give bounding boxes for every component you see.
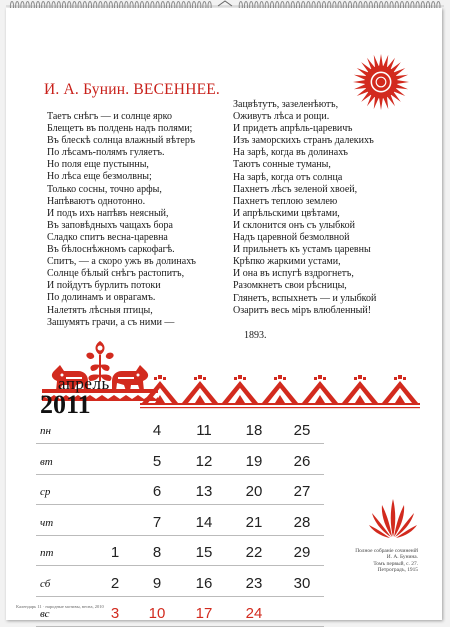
poem-line: Глянетъ, вспыхнетъ — и улыбкой — [233, 292, 377, 304]
poem-line: Въ бѣлоснѣжномъ саркофагѣ. — [47, 244, 175, 256]
calendar-month: апрель — [58, 374, 110, 393]
embroidery-stitch — [318, 375, 322, 379]
calendar-date: 7 — [152, 513, 162, 531]
calendar-date: 11 — [196, 422, 212, 439]
calendar-date: 2 — [110, 574, 120, 592]
calendar-date: 16 — [195, 574, 213, 592]
embroidery-stitch — [283, 377, 286, 380]
poem-line: Таетъ снѣгъ — и солнце ярко — [47, 111, 173, 122]
sun-ray — [395, 84, 408, 89]
embroidery-stitch — [358, 375, 362, 379]
poem-left-column — [47, 111, 196, 329]
calendar-date: 3 — [110, 605, 120, 622]
embroidery-stitch — [314, 377, 317, 380]
calendar-date: 24 — [245, 605, 263, 622]
embroidery-stitch — [155, 395, 165, 403]
poem-line: И она въ испугѣ вздрогнетъ, — [233, 268, 354, 280]
poem-line: Крѣпко жаркими устами, — [233, 256, 341, 268]
sun-ray — [379, 54, 383, 67]
calendar-date: 20 — [245, 483, 263, 500]
calendar-date: 5 — [152, 452, 162, 470]
embroidery-border-ornament-icon — [140, 375, 420, 411]
poem-line: Солнце бѣлый снѣгъ растопитъ, — [47, 268, 185, 280]
sun-ray — [374, 55, 379, 68]
poem-line: Таютъ сонные туманы, — [233, 159, 331, 171]
calendar-date: 27 — [293, 483, 311, 500]
poem-line: Разомкнетъ свои рѣсницы, — [233, 280, 347, 292]
embroidery-stitch — [234, 377, 237, 380]
poem-right-column — [233, 99, 376, 317]
calendar-year: 2011 — [40, 390, 91, 419]
embroidery-stitch — [275, 395, 285, 403]
calendar-date: 22 — [245, 544, 263, 561]
poem-year: 1893. — [244, 330, 267, 341]
sun-ray — [354, 75, 367, 80]
calendar-row-divider — [36, 535, 324, 536]
red-flower-ornament-icon — [369, 497, 417, 539]
embroidery-stitch — [195, 395, 205, 403]
poem-line: Но поля еще пустынны, — [47, 159, 149, 171]
embroidery-stitch — [194, 377, 197, 380]
calendar-date: 14 — [195, 513, 213, 531]
poem-line: На зарѣ, когда отъ солнца — [233, 171, 343, 183]
sun-ray — [383, 96, 388, 109]
embroidery-stitch — [274, 377, 277, 380]
embroidery-stitch — [198, 375, 202, 379]
calendar-date: 6 — [152, 483, 162, 500]
poem-line: По долинамъ и оврагамъ. — [47, 292, 156, 304]
embroidery-stitch — [278, 375, 282, 379]
credit-line: И. А. Бунина. — [386, 554, 418, 561]
sun-ray — [379, 97, 383, 110]
embroidery-stitch — [355, 395, 365, 403]
poem-line: Оживутъ лѣса и рощи. — [233, 111, 330, 123]
calendar-date: 1 — [110, 544, 120, 561]
poem-line: И прильнетъ къ устамъ царевны — [233, 244, 371, 256]
poem-line: Озаритъ весь міръ влюбленный! — [233, 304, 372, 316]
embroidery-stitch — [158, 375, 162, 379]
sun-ray — [354, 84, 367, 89]
calendar-date: 28 — [293, 513, 311, 531]
poem-line: Надъ царевной безмолвной — [233, 232, 350, 244]
embroidery-stitch — [323, 377, 326, 380]
embroidery-stitch — [238, 375, 242, 379]
calendar-date: 10 — [148, 605, 166, 622]
calendar-date: 8 — [152, 544, 162, 561]
sun-ray — [383, 55, 388, 68]
calendar-date: 29 — [293, 544, 311, 561]
printer-footnote: Календарь 11 · народные мотивы, весна, 2010 — [16, 604, 104, 609]
calendar-date: 4 — [152, 422, 162, 439]
calendar-date: 30 — [293, 574, 311, 592]
embroidery-stitch — [140, 403, 420, 405]
poem-line: Блещетъ въ полдень надъ полями; — [47, 123, 193, 135]
calendar-date: 17 — [195, 605, 213, 622]
poem-line: И пойдутъ бурлить потоки — [47, 280, 161, 292]
poem-line: И апрѣльскими цвѣтами, — [233, 207, 340, 219]
calendar-row-divider — [36, 474, 324, 475]
embroidery-stitch — [243, 377, 246, 380]
poem-line: Изъ заморскихъ странъ далекихъ — [233, 135, 374, 147]
sun-ray — [396, 80, 409, 84]
weekday-label: чт — [40, 516, 54, 529]
poem-line: Налетятъ лѣсныя птицы, — [47, 304, 153, 316]
poem-line: На зарѣ, когда въ долинахъ — [233, 147, 348, 159]
credit-line: Томъ первый, с. 27. — [373, 560, 418, 567]
calendar-date: 23 — [245, 574, 263, 592]
embroidery-stitch — [354, 377, 357, 380]
poem-line: Напѣваютъ однотонно. — [47, 195, 146, 207]
embroidery-stitch — [398, 375, 402, 379]
embroidery-stitch — [394, 377, 397, 380]
poem-line: Но лѣса еще безмолвны; — [47, 171, 152, 183]
poem-line: Въ блескѣ солнца влажный вѣтеръ — [47, 135, 196, 147]
calendar-date: 18 — [245, 422, 263, 439]
weekday-label: сб — [40, 577, 51, 590]
embroidery-stitch — [140, 407, 420, 408]
poem-line: Зашумятъ грачи, а съ ними — — [47, 316, 175, 328]
weekday-label: ср — [40, 486, 51, 498]
sun-ray — [395, 75, 408, 80]
poem-line: И придетъ апрѣль-царевичъ — [233, 123, 353, 135]
weekday-label: пт — [40, 547, 54, 559]
source-credit — [340, 548, 418, 573]
embroidery-stitch — [154, 377, 157, 380]
weekday-label: вс — [40, 608, 50, 620]
embroidery-stitch — [403, 377, 406, 380]
calendar-date: 9 — [152, 574, 162, 592]
calendar-row-divider — [36, 443, 324, 444]
calendar-date: 21 — [245, 513, 263, 531]
calendar-row-divider — [36, 596, 324, 597]
calendar-date: 12 — [195, 452, 213, 470]
poem-line: Пахнетъ лѣсъ зеленой хвоей, — [233, 183, 358, 195]
calendar-date: 25 — [293, 422, 311, 439]
calendar-date: 19 — [245, 452, 263, 470]
embroidery-stitch — [235, 395, 245, 403]
embroidery-stitch — [395, 395, 405, 403]
calendar-row-divider — [36, 504, 324, 505]
poem-line: Сладко спитъ весна-царевна — [47, 231, 168, 243]
weekday-label: вт — [40, 455, 53, 468]
poem-line: И склонится онъ съ улыбкой — [233, 219, 355, 231]
poem-line: Только сосны, точно арфы, — [47, 183, 162, 195]
weekday-label: пн — [40, 425, 51, 437]
embroidery-stitch — [203, 377, 206, 380]
calendar-date: 15 — [195, 544, 213, 561]
embroidery-stitch — [315, 395, 325, 403]
poem-line: Пахнетъ теплою землею — [233, 195, 338, 207]
embroidery-stitch — [163, 377, 166, 380]
poem-line: И подъ ихъ напѣвъ неясный, — [47, 207, 169, 219]
poem-line: Спитъ, — а скоро ужъ въ долинахъ — [47, 256, 196, 268]
poem-line: По лѣсамъ-полямъ гуляетъ. — [47, 147, 165, 159]
calendar-row-divider — [36, 565, 324, 566]
credit-line: Петроградъ, 1915 — [377, 566, 418, 573]
calendar-date: 13 — [195, 483, 213, 500]
calendar-date: 26 — [293, 452, 311, 470]
poem-title: И. А. Бунин. ВЕСЕННЕЕ. — [44, 81, 220, 98]
embroidery-stitch — [363, 377, 366, 380]
sun-ray — [353, 80, 366, 84]
poem-line: Зацвѣтутъ, зазеленѣютъ, — [233, 99, 339, 110]
credit-line: Полное собраніе сочиненій — [355, 548, 418, 554]
poem-line: Въ заповѣдныхъ чащахъ бора — [47, 219, 173, 231]
